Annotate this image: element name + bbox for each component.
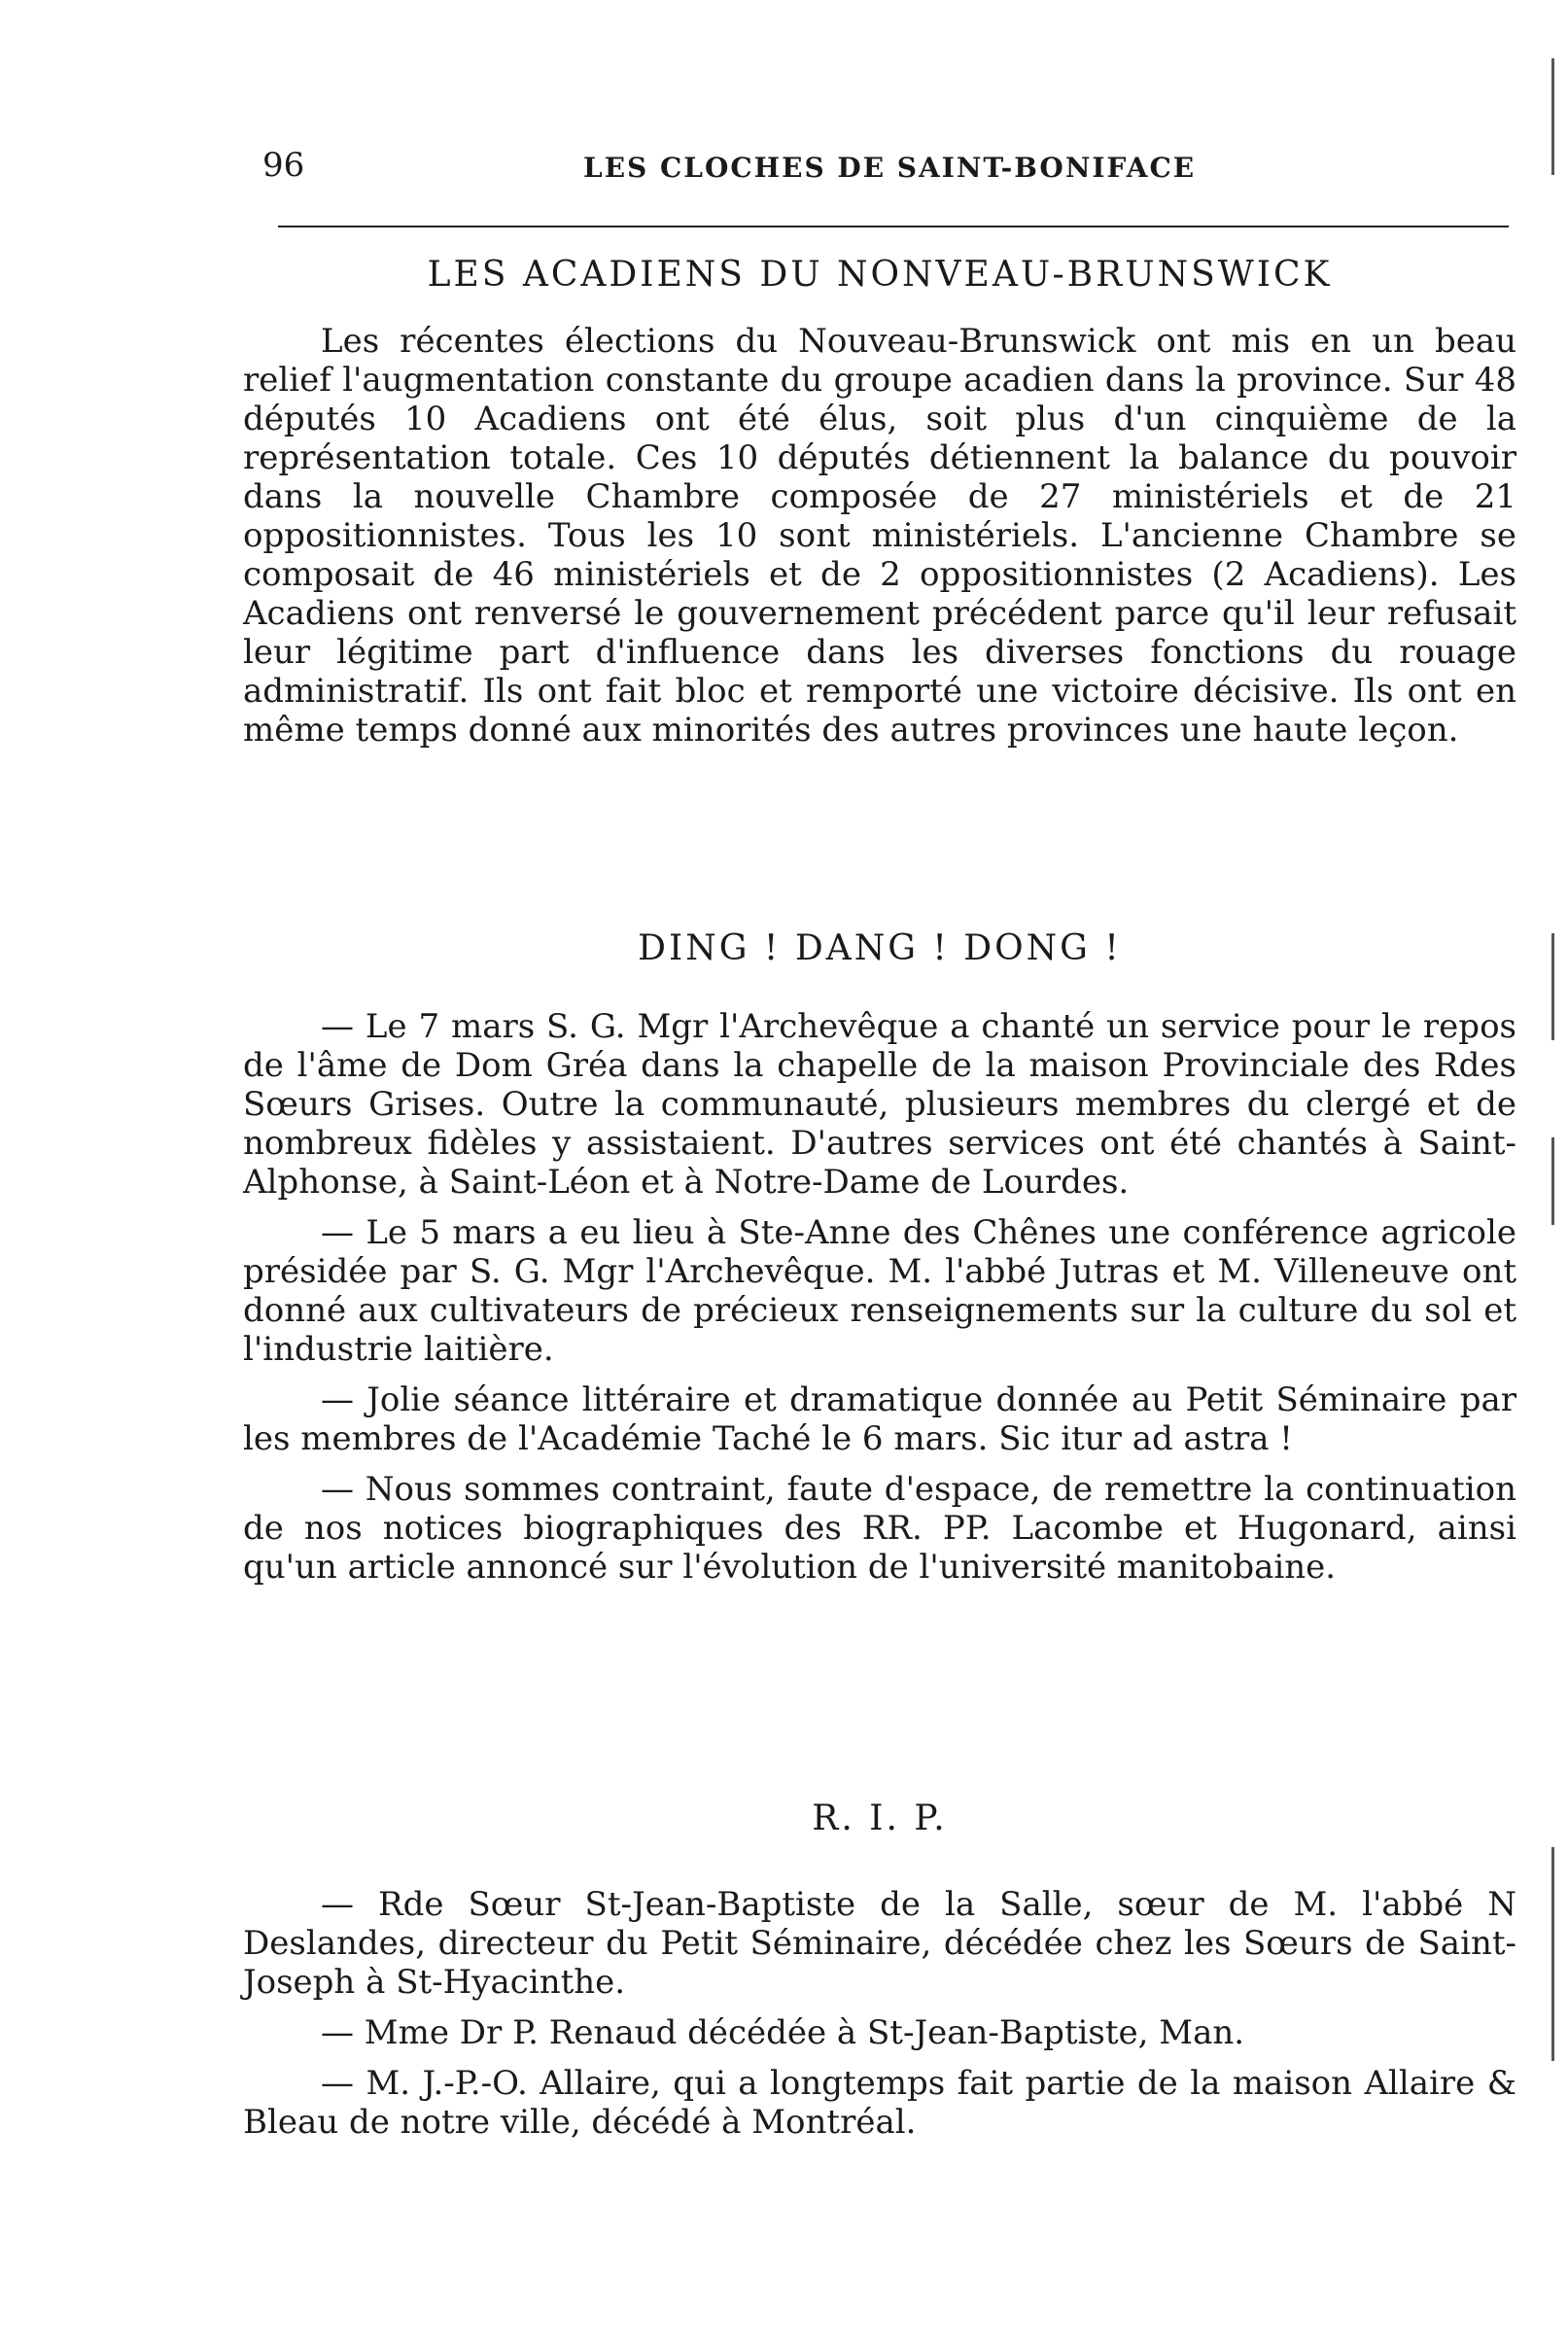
section-title: R. I. P. [812,1799,948,1838]
obituary-item: — Mme Dr P. Renaud décédée à St-Jean-Baptiste, Man. [321,2013,1245,2052]
section-acadiens [243,255,1516,750]
news-item: — Le 7 mars S. G. Mgr l'Archevêque a chanté un service pour le repos de l'âme de Dom Gréa dans la chapelle de la maison Provinciale des Rdes Sœurs Grises. Outre la communauté, plusieurs membres du clergé et de nombreux fidèles y assistaient. D'autres services ont été chantés à Saint-Alphonse, à Saint-Léon et à Notre-Dame de Lourdes. [243,1007,1516,1202]
section-rip [243,1799,1516,2142]
scan-edge-mark [1551,933,1554,1040]
news-item: — Le 5 mars a eu lieu à Ste-Anne des Chênes une conférence agricole présidée par S. G. Mgr l'Archevêque. M. l'abbé Jutras et M. Villeneuve ont donné aux cultivateurs de précieux renseignements sur la culture du sol et l'industrie laitière. [243,1213,1516,1369]
header-rule [278,226,1509,227]
news-item: — Jolie séance littéraire et dramatique donnée au Petit Séminaire par les membres de l'Académie Taché le 6 mars. Sic itur ad astra ! [243,1380,1516,1458]
scan-edge-mark [1551,58,1554,175]
section-title: LES ACADIENS DU NONVEAU-BRUNSWICK [427,255,1333,295]
scan-edge-mark [1551,1137,1554,1225]
running-title: LES CLOCHES DE SAINT-BONIFACE [583,152,1197,184]
section-ding-dang-dong [243,928,1516,1587]
news-item: — Nous sommes contraint, faute d'espace, de remettre la continuation de nos notices biographiques des RR. PP. Lacombe et Hugonard, ainsi qu'un article annoncé sur l'évolution de l'université manitobaine. [243,1470,1516,1587]
section-title: DING ! DANG ! DONG ! [638,928,1122,968]
scan-edge-mark [1551,1847,1554,2061]
obituary-item: — M. J.-P.-O. Allaire, qui a longtemps fait partie de la maison Allaire & Bleau de notre ville, décédé à Montréal. [243,2064,1516,2142]
running-head [262,146,1507,194]
page-number: 96 [262,146,305,185]
paragraph: Les récentes élections du Nouveau-Brunswick ont mis en un beau relief l'augmentation constante du groupe acadien dans la province. Sur 48 députés 10 Acadiens ont été élus, soit plus d'un cinquième de la représentation totale. Ces 10 députés détiennent la balance du pouvoir dans la nouvelle Chambre composée de 27 ministériels et de 21 oppositionnistes. Tous les 10 sont ministériels. L'ancienne Chambre se composait de 46 ministériels et de 2 oppositionnistes (2 Acadiens). Les Acadiens ont renversé le gouvernement précédent parce qu'il leur refusait leur légitime part d'influence dans les diverses fonctions du rouage administratif. Ils ont fait bloc et remporté une victoire décisive. Ils ont en même temps donné aux minorités des autres provinces une haute leçon. [243,322,1516,750]
obituary-item: — Rde Sœur St-Jean-Baptiste de la Salle, sœur de M. l'abbé N Deslandes, directeur du Petit Séminaire, décédée chez les Sœurs de Saint-Joseph à St-Hyacinthe. [243,1885,1516,2002]
